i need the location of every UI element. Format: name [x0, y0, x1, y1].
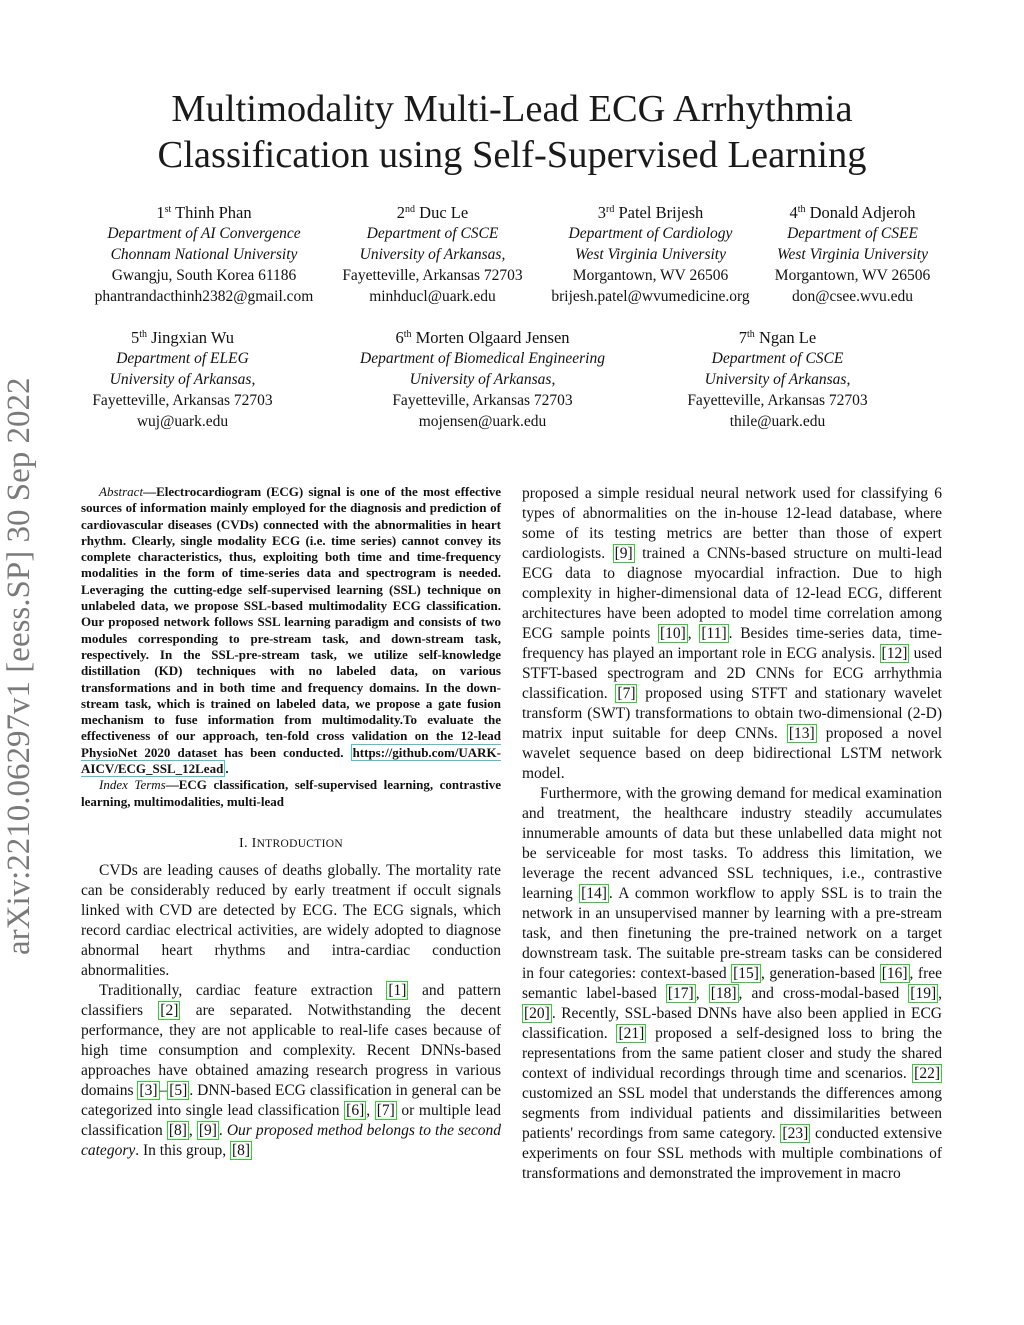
- author-email: minhducl@uark.edu: [369, 288, 496, 305]
- left-column: [81, 484, 501, 1161]
- citation[interactable]: [11]: [701, 625, 727, 642]
- author-email: wuj@uark.edu: [136, 413, 229, 430]
- author-block-3: 3rd Patel Brijesh Department of Cardiology West Virginia University Morgantown, WV 26506 brijesh.patel@wvumedicine.org: [542, 202, 759, 307]
- citation[interactable]: [2]: [160, 1001, 179, 1019]
- author-name: Patel Brijesh: [618, 203, 704, 222]
- citation[interactable]: [22]: [914, 1065, 940, 1082]
- author-block-7: 7th Ngan Le Department of CSCE University of Arkansas, Fayetteville, Arkansas 72703 thile@uark.edu: [675, 327, 880, 432]
- paragraph: Traditionally, cardiac feature extraction [1] and pattern classifiers [2] are separated. Notwithstanding the decent performance, they are not applicable to real-life cases because of high time consumption and complexity. Recent DNNs-based approaches have obtained amazing research progress in various domains [3] – [5] . DNN-based ECG classification in general can be categorized into single lead classification [6] , [7] or multiple lead classification [8] , [9] . Our proposed method belongs to the second category. In this group, [8]: [81, 981, 502, 1159]
- citation[interactable]: [7]: [617, 685, 636, 702]
- author-email: phantrandacthinh2382@gmail.com: [94, 288, 314, 305]
- citation[interactable]: [9]: [198, 1121, 217, 1139]
- citation[interactable]: [1]: [388, 981, 407, 999]
- author-email: thile@uark.edu: [729, 413, 826, 430]
- citation[interactable]: [5]: [169, 1081, 188, 1099]
- citation[interactable]: [9]: [614, 545, 633, 562]
- citation[interactable]: [18]: [710, 985, 737, 1002]
- title-line-1: Multimodality Multi-Lead ECG Arrhythmia: [171, 88, 853, 130]
- citation[interactable]: [16]: [881, 965, 908, 982]
- abstract-label: Abstract: [99, 484, 144, 499]
- author-name: Duc Le: [419, 203, 469, 222]
- citation[interactable]: [20]: [524, 1005, 550, 1022]
- abstract: Abstract—Electrocardiogram (ECG) signal is one of the most effective sources of information mainly employed for the diagnosis and prediction of cardiovascular diseases (CVDs) connected with the abnormalities in heart rhythm. Clearly, single modality ECG (i.e. time series) cannot convey its complete characteristics, thus, exploiting both time and time-frequency modalities in the form of time-series data and spectrogram is needed. Leveraging the cutting-edge self-supervised learning (SSL) technique on unlabeled data, we propose SSL-based multimodality ECG classification. Our proposed network follows SSL learning paradigm and consists of two modules corresponding to pre-stream task, and down-stream task, respectively. In the SSL-pre-stream task, we utilize self-knowledge distillation (KD) techniques with no labeled data, on various transformations and in both time and frequency domains. In the down-stream task, which is trained on labeled data, we propose a gate fusion mechanism to fuse information from multimodality.To evaluate the effectiveness of our approach, ten-fold cross validation on the 12-lead PhysioNet 2020 dataset has been conducted. https://github.com/UARK-AICV/ECG_SSL_12Lead .: [81, 484, 501, 777]
- github-link[interactable]: https://github.com/UARK-AICV/ECG_SSL_12Lead: [81, 744, 501, 777]
- author-name: Morten Olgaard Jensen: [415, 328, 570, 347]
- paragraph: proposed a simple residual neural network used for classifying 6 types of abnormalities on the in-house 12-lead database, where some of its testing metrics are better than those of expert cardiologists. [9] trained a CNNs-based structure on multi-lead ECG data to diagnose myocardial infraction. Due to high complexity in higher-dimensional data of 12-lead ECG, different architectures have been adopted to model time correlation among ECG sample points [10] , [11] . Besides time-series data, time-frequency has played an important role in ECG analysis. [12] used STFT-based spectrogram and 2D CNNs for ECG arrhythmia classification. [7] proposed using STFT and stationary wavelet transform (SWT) transformations to obtain two-dimensional (2-D) matrix input suitable for deep CNNs. [13] proposed a novel wavelet sequence based on deep bidirectional LSTM network model.: [522, 485, 943, 782]
- citation[interactable]: [6]: [346, 1101, 365, 1119]
- author-name: Thinh Phan: [175, 203, 252, 222]
- paper-title: [60, 86, 964, 178]
- author-email: don@csee.wvu.edu: [791, 288, 914, 305]
- citation[interactable]: [3]: [139, 1081, 158, 1099]
- citation[interactable]: [15]: [733, 965, 759, 982]
- index-terms-label: Index Terms: [99, 777, 166, 793]
- author-block-2: 2nd Duc Le Department of CSCE University of Arkansas, Fayetteville, Arkansas 72703 minhducl@uark.edu: [330, 202, 535, 307]
- author-block-1: 1st Thinh Phan Department of AI Convergence Chonnam National University Gwangju, South Korea 61186 phantrandacthinh2382@gmail.com: [89, 202, 319, 307]
- author-name: Donald Adjeroh: [809, 203, 916, 222]
- citation[interactable]: [23]: [782, 1125, 809, 1142]
- citation[interactable]: [14]: [581, 885, 607, 902]
- citation[interactable]: [21]: [618, 1025, 645, 1042]
- author-name: Ngan Le: [758, 328, 817, 347]
- paragraph: Furthermore, with the growing demand for medical examination and treatment, the healthcare industry steadily accumulates innumerable amounts of data but these unlabelled data might not be serviceable for most tasks. To address this limitation, we leverage the recent advanced SSL techniques, i.e., contrastive learning [14] . A common workflow to apply SSL is to train the network in an unsupervised manner by learning with a pre-stream task, and then finetuning the pre-trained network on a target downstream task. The suitable pre-stream tasks can be considered in four categories: context-based [15] , generation-based [16] , free semantic label-based [17] , [18] , and cross-modal-based [19] , [20] . Recently, SSL-based DNNs have also been applied in ECG classification. [21] proposed a self-designed loss to bring the representations from the same patient closer and study the shared context of individual recordings through time and scenarios. [22] customized an SSL model that understands the differences among segments from individual patients and dissimilarities between patients' recordings from same category. [23] conducted extensive experiments on four SSL methods with multiple combinations of transformations and demonstrated the improvement in macro: [522, 785, 942, 1182]
- author-email: mojensen@uark.edu: [418, 413, 547, 430]
- author-name: Jingxian Wu: [151, 328, 235, 347]
- citation[interactable]: [12]: [881, 645, 908, 662]
- author-block-4: 4th Donald Adjeroh Department of CSEE West Virginia University Morgantown, WV 26506 don@csee.wvu.edu: [760, 202, 945, 307]
- citation[interactable]: [17]: [667, 985, 694, 1002]
- citation[interactable]: [19]: [910, 985, 937, 1002]
- left-body: [81, 861, 501, 1161]
- citation[interactable]: [7]: [376, 1101, 395, 1119]
- author-block-6: 6th Morten Olgaard Jensen Department of Biomedical Engineering University of Arkansas, Fayetteville, Arkansas 72703 mojensen@uark.edu: [340, 327, 625, 432]
- title-line-2: Classification using Self-Supervised Learning: [157, 134, 867, 176]
- index-terms: Index Terms—ECG classification, self-supervised learning, contrastive learning, multimodalities, multi-lead: [81, 777, 501, 809]
- citation[interactable]: [8]: [231, 1141, 251, 1159]
- section-heading: I. INTRODUCTION: [239, 835, 343, 851]
- citation[interactable]: [13]: [788, 725, 815, 742]
- citation[interactable]: [8]: [168, 1121, 187, 1139]
- citation[interactable]: [10]: [659, 625, 686, 642]
- right-column: [522, 484, 942, 1184]
- author-email: brijesh.patel@wvumedicine.org: [551, 288, 750, 305]
- paragraph: CVDs are leading causes of deaths globally. The mortality rate can be considerably reduced by early treatment if occult signals linked with CVD are detected by ECG. The ECG signals, which record cardiac electrical activities, are widely adopted to diagnose abnormal heart rhythms and intra-cardiac conduction abnormalities.: [81, 861, 501, 979]
- author-block-5: 5th Jingxian Wu Department of ELEG University of Arkansas, Fayetteville, Arkansas 72703 wuj@uark.edu: [80, 327, 285, 432]
- arxiv-stamp: arXiv:2210.06297v1 [eess.SP] 30 Sep 2022: [1, 377, 37, 955]
